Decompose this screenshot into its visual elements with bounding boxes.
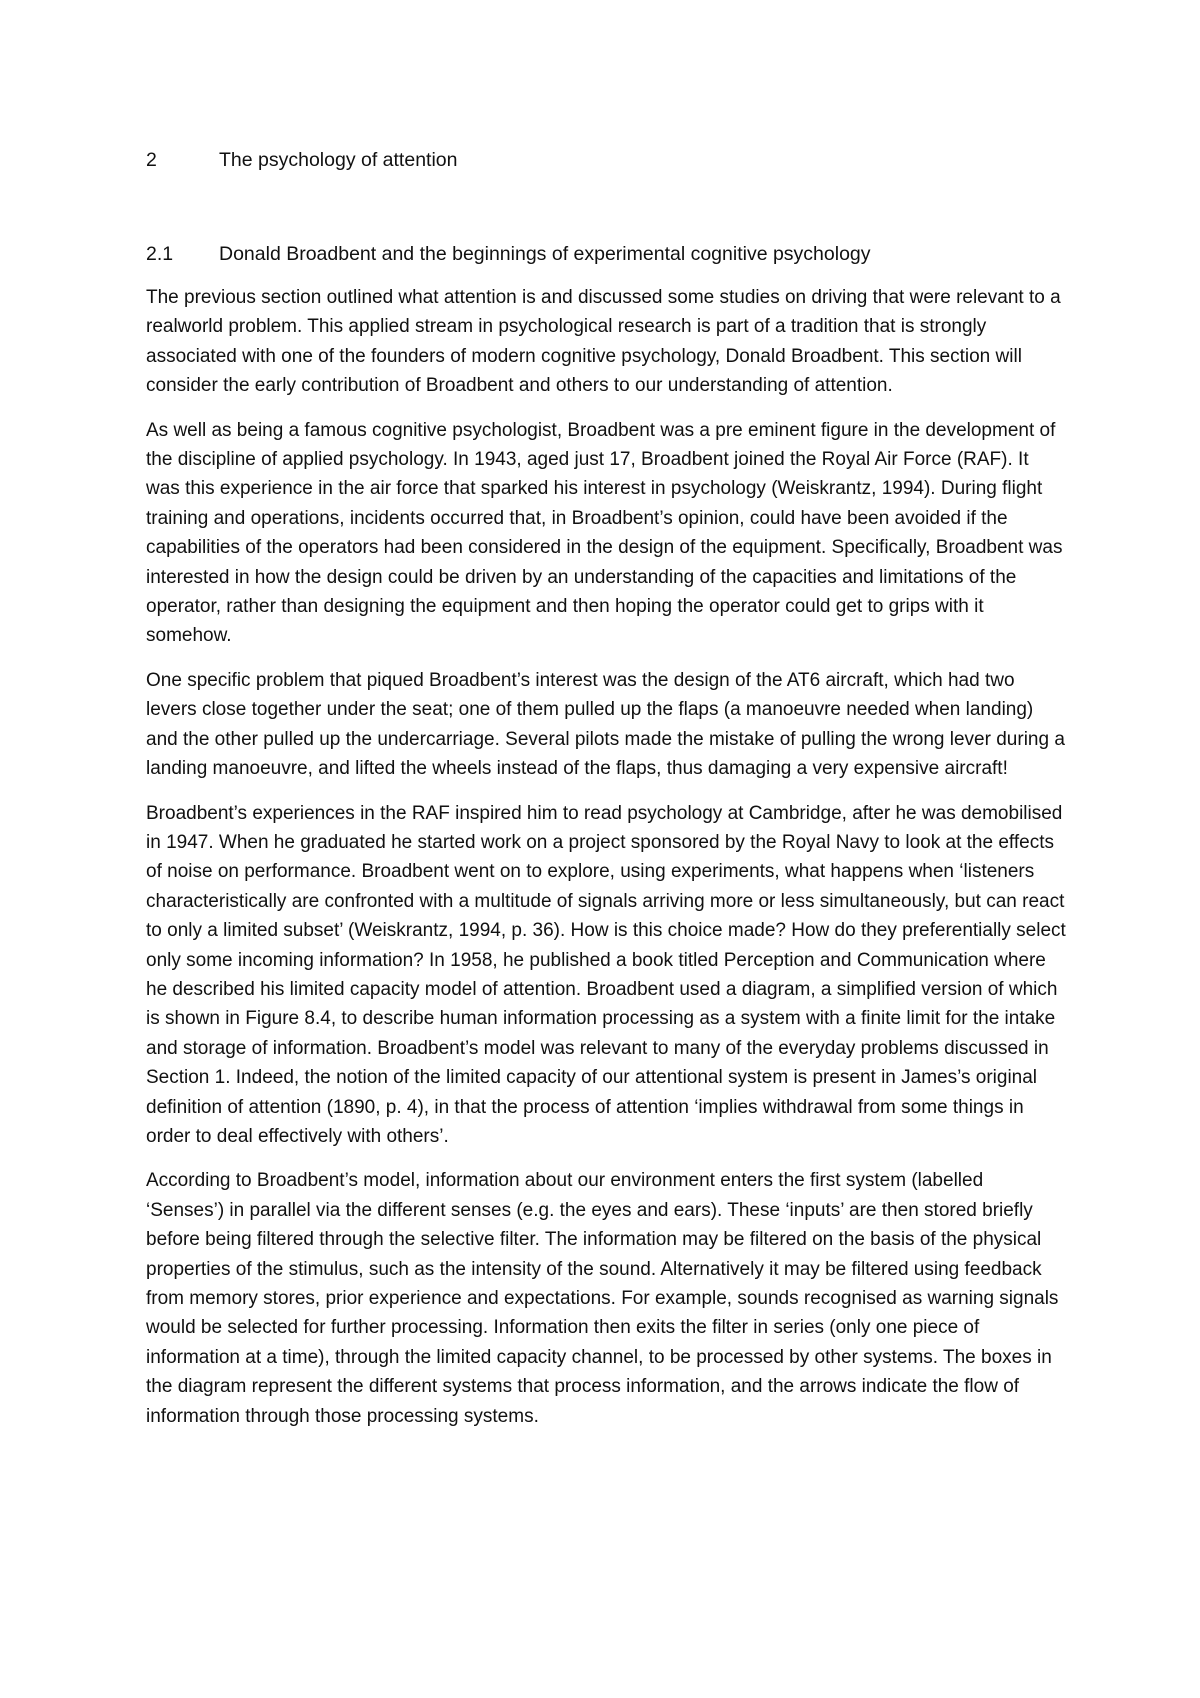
paragraph: As well as being a famous cognitive psychologist, Broadbent was a pre eminent figure in the development of the discipline of applied psychology. In 1943, aged just 17, Broadbent joined the Royal Air Force (RAF). It was this experience in the air force that sparked his interest in psychology (Weiskrantz, 1994). During flight training and operations, incidents occurred that, in Broadbent’s opinion, could have been avoided if the capabilities of the operators had been considered in the design of the equipment. Specifically, Broadbent was interested in how the design could be driven by an understanding of the capacities and limitations of the operator, rather than designing the equipment and then hoping the operator could get to grips with it somehow.: [146, 419, 1063, 647]
paragraph: According to Broadbent’s model, information about our environment enters the first system (labelled ‘Senses’) in parallel via the different senses (e.g. the eyes and ears). These ‘inputs’ are then stored briefly before being filtered through the selective filter. The information may be filtered on the basis of the physical properties of the stimulus, such as the intensity of the sound. Alternatively it may be filtered using feedback from memory stores, prior experience and expectations. For example, sounds recognised as warning signals would be selected for further processing. Information then exits the filter in series (only one piece of information at a time), through the limited capacity channel, to be processed by other systems. The boxes in the diagram represent the different systems that process information, and the arrows indicate the flow of information through those processing systems.: [146, 1170, 1059, 1427]
subsection-number: 2.1: [146, 243, 174, 265]
paragraph: Broadbent’s experiences in the RAF inspired him to read psychology at Cambridge, after he was demobilised in 1947. When he graduated he started work on a project sponsored by the Royal Navy to look at the effects of noise on performance. Broadbent went on to explore, using experiments, what happens when ‘listeners characteristically are confronted with a multitude of signals arriving more or less simultaneously, but can react to only a limited subset’ (Weiskrantz, 1994, p. 36). How is this choice made? How do they preferentially select only some incoming information? In 1958, he published a book titled Perception and Communication where he described his limited capacity model of attention. Broadbent used a diagram, a simplified version of which is shown in Figure 8.4, to describe human information processing as a system with a finite limit for the intake and storage of information. Broadbent’s model was relevant to many of the everyday problems discussed in Section 1. Indeed, the notion of the limited capacity of our attentional system is present in James’s original definition of attention (1890, p. 4), in that the process of attention ‘implies withdrawal from some things in order to deal effectively with others’.: [146, 802, 1066, 1147]
paragraph: The previous section outlined what attention is and discussed some studies on driving that were relevant to a realworld problem. This applied stream in psychological research is part of a tradition that is strongly associated with one of the founders of modern cognitive psychology, Donald Broadbent. This section will consider the early contribution of Broadbent and others to our understanding of attention.: [146, 287, 1061, 397]
section-number: 2: [146, 149, 157, 171]
section-title: The psychology of attention: [219, 149, 458, 171]
paragraph: One specific problem that piqued Broadbent’s interest was the design of the AT6 aircraft, which had two levers close together under the seat; one of them pulled up the flaps (a manoeuvre needed when landing) and the other pulled up the undercarriage. Several pilots made the mistake of pulling the wrong lever during a landing manoeuvre, and lifted the wheels instead of the flaps, thus damaging a very expensive aircraft!: [146, 669, 1065, 780]
subsection-heading: [146, 240, 871, 268]
subsection-title: Donald Broadbent and the beginnings of experimental cognitive psychology: [219, 243, 871, 265]
section-heading: [146, 146, 458, 174]
body-text: [146, 283, 1066, 1446]
